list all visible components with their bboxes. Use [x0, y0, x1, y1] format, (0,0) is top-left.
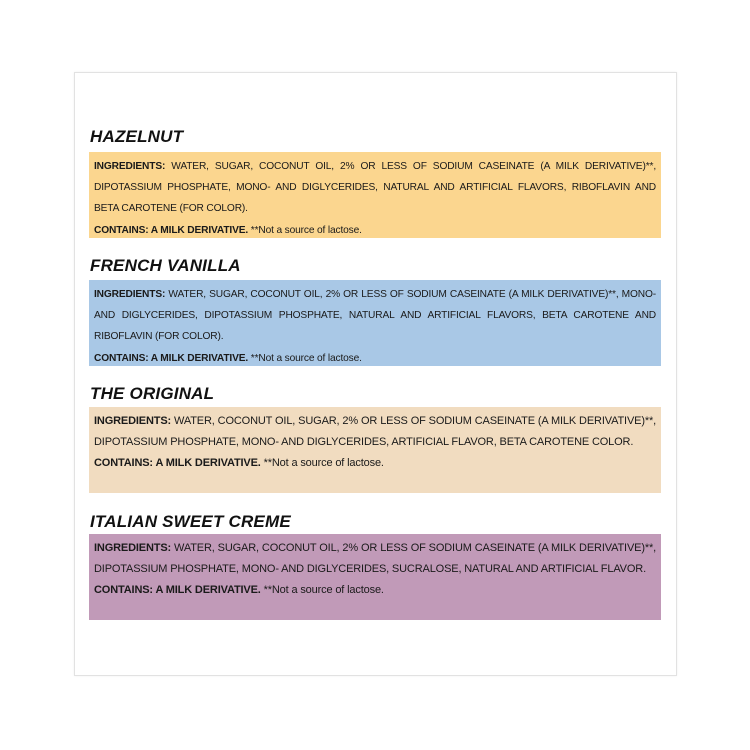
contains-line	[94, 220, 656, 241]
ingredients-list: WATER, SUGAR, COCONUT OIL, 2% OR LESS OF SODIUM CASEINATE (A MILK DERIVATIVE)**, DIPOTASSIUM PHOSPHATE, MONO- AND DIGLYCERIDES, SUCRALOSE, NATURAL AND ARTIFICIAL FLAVOR.	[94, 542, 656, 576]
ingredients-panel-hazelnut	[89, 152, 661, 238]
contains-note: **Not a source of lactose.	[263, 584, 384, 597]
section-title-the-original: THE ORIGINAL	[90, 384, 215, 403]
ingredients-list: WATER, SUGAR, COCONUT OIL, 2% OR LESS OF SODIUM CASEINATE (A MILK DERIVATIVE)**, DIPOTASSIUM PHOSPHATE, MONO- AND DIGLYCERIDES, NATURAL AND ARTIFICIAL FLAVORS, RIBOFLAVIN AND BETA CAROTENE (FOR COLOR).	[94, 161, 656, 215]
contains-line	[94, 348, 656, 369]
ingredients-panel-the-original	[89, 407, 661, 493]
ingredients-text	[94, 411, 656, 453]
contains-note: **Not a source of lactose.	[263, 457, 384, 470]
ingredients-list: WATER, COCONUT OIL, SUGAR, 2% OR LESS OF SODIUM CASEINATE (A MILK DERIVATIVE)**, DIPOTASSIUM PHOSPHATE, MONO- AND DIGLYCERIDES, ARTIFICIAL FLAVOR, BETA CAROTENE COLOR.	[94, 415, 656, 449]
section-title-french-vanilla: FRENCH VANILLA	[90, 256, 241, 275]
contains-label: CONTAINS: A MILK DERIVATIVE.	[94, 352, 249, 364]
ingredients-text	[94, 284, 656, 348]
contains-note: **Not a source of lactose.	[250, 224, 362, 236]
ingredients-list: WATER, SUGAR, COCONUT OIL, 2% OR LESS OF SODIUM CASEINATE (A MILK DERIVATIVE)**, MONO- AND DIGLYCERIDES, DIPOTASSIUM PHOSPHATE, NATURAL AND ARTIFICIAL FLAVORS, BETA CAROTENE AND RIBOFLAVIN (FOR COLOR).	[94, 289, 657, 343]
contains-line	[94, 453, 656, 474]
section-title-italian-sweet-creme: ITALIAN SWEET CREME	[90, 512, 291, 531]
contains-note: **Not a source of lactose.	[250, 352, 362, 364]
section-title-hazelnut: HAZELNUT	[90, 127, 184, 146]
contains-label: CONTAINS: A MILK DERIVATIVE.	[94, 224, 249, 236]
ingredients-panel-italian-sweet-creme	[89, 534, 661, 620]
contains-label: CONTAINS: A MILK DERIVATIVE.	[94, 457, 261, 470]
ingredients-label: INGREDIENTS:	[94, 289, 166, 300]
ingredients-text	[94, 538, 656, 580]
contains-label: CONTAINS: A MILK DERIVATIVE.	[94, 584, 261, 597]
contains-line	[94, 580, 656, 601]
ingredients-label: INGREDIENTS:	[94, 161, 166, 172]
ingredients-label: INGREDIENTS:	[94, 415, 172, 427]
ingredients-text	[94, 156, 656, 220]
ingredients-label: INGREDIENTS:	[94, 542, 172, 554]
ingredients-panel-french-vanilla	[89, 280, 661, 366]
